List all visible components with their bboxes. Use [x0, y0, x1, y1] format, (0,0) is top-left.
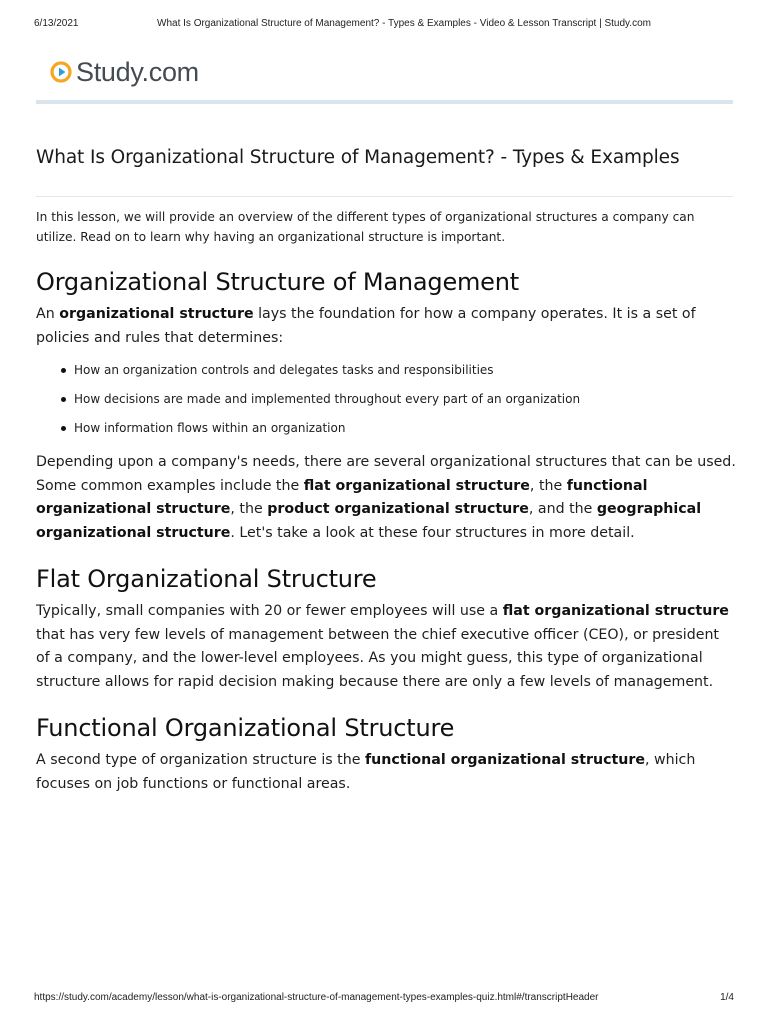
lesson-summary: In this lesson, we will provide an overview of the different types of organizational structures a company can utilize. Read on to learn why having an organizational structure is important.: [36, 210, 695, 244]
list-item: How information flows within an organization: [74, 420, 736, 437]
list-item: How an organization controls and delegates tasks and responsibilities: [74, 362, 736, 379]
determines-list: [36, 362, 736, 437]
section-heading-flat: Flat Organizational Structure: [36, 565, 377, 593]
print-footer: [34, 992, 734, 1006]
print-page-title: What Is Organizational Structure of Management? - Types & Examples - Video & Lesson Transcript | Study.com: [157, 18, 651, 29]
term-functional: functional organizational structure: [36, 477, 648, 517]
term-organizational-structure: organizational structure: [59, 306, 254, 322]
lesson-title: What Is Organizational Structure of Management? - Types & Examples: [36, 147, 680, 168]
functional-structure-paragraph: A second type of organization structure is the functional organizational structure, which focuses on job functions or functional areas.: [36, 752, 696, 792]
play-circle-icon: [50, 61, 72, 83]
page-number: 1/4: [720, 992, 734, 1003]
section-heading-functional: Functional Organizational Structure: [36, 714, 455, 742]
title-divider: [36, 196, 733, 197]
org-structure-types-paragraph: Depending upon a company's needs, there are several organizational structures that can be used. Some common examples include the flat organizational structure, the functional organizational structure, the product organizational structure, and the geographical organizational structure. Let's take a look at these four structures in more detail.: [36, 454, 736, 541]
list-item: How decisions are made and implemented throughout every part of an organization: [74, 391, 736, 408]
print-url: https://study.com/academy/lesson/what-is-organizational-structure-of-management-types-examples-quiz.html#/transcriptHeader: [34, 992, 599, 1003]
print-header: [34, 18, 734, 32]
term-flat-structure: flat organizational structure: [502, 603, 729, 619]
study-com-logo[interactable]: [50, 56, 199, 88]
logo-wordmark: Study.com: [76, 56, 199, 87]
org-structure-intro: An organizational structure lays the foundation for how a company operates. It is a set of policies and rules that determines:: [36, 306, 696, 346]
term-functional-structure: functional organizational structure: [364, 752, 645, 768]
term-geographical: geographical organizational structure: [36, 501, 702, 541]
term-flat: flat organizational structure: [303, 477, 530, 494]
transcript-content: [36, 207, 736, 796]
header-divider: [36, 100, 733, 104]
section-heading-org-structure: Organizational Structure of Management: [36, 268, 519, 296]
print-date: 6/13/2021: [34, 18, 79, 29]
flat-structure-paragraph: Typically, small companies with 20 or fewer employees will use a flat organizational structure that has very few levels of management between the chief executive officer (CEO), or president of a company, and the lower-level employees. As you might guess, this type of organizational structure allows for rapid decision making because there are only a few levels of management.: [36, 603, 729, 690]
term-product: product organizational structure: [267, 501, 529, 517]
